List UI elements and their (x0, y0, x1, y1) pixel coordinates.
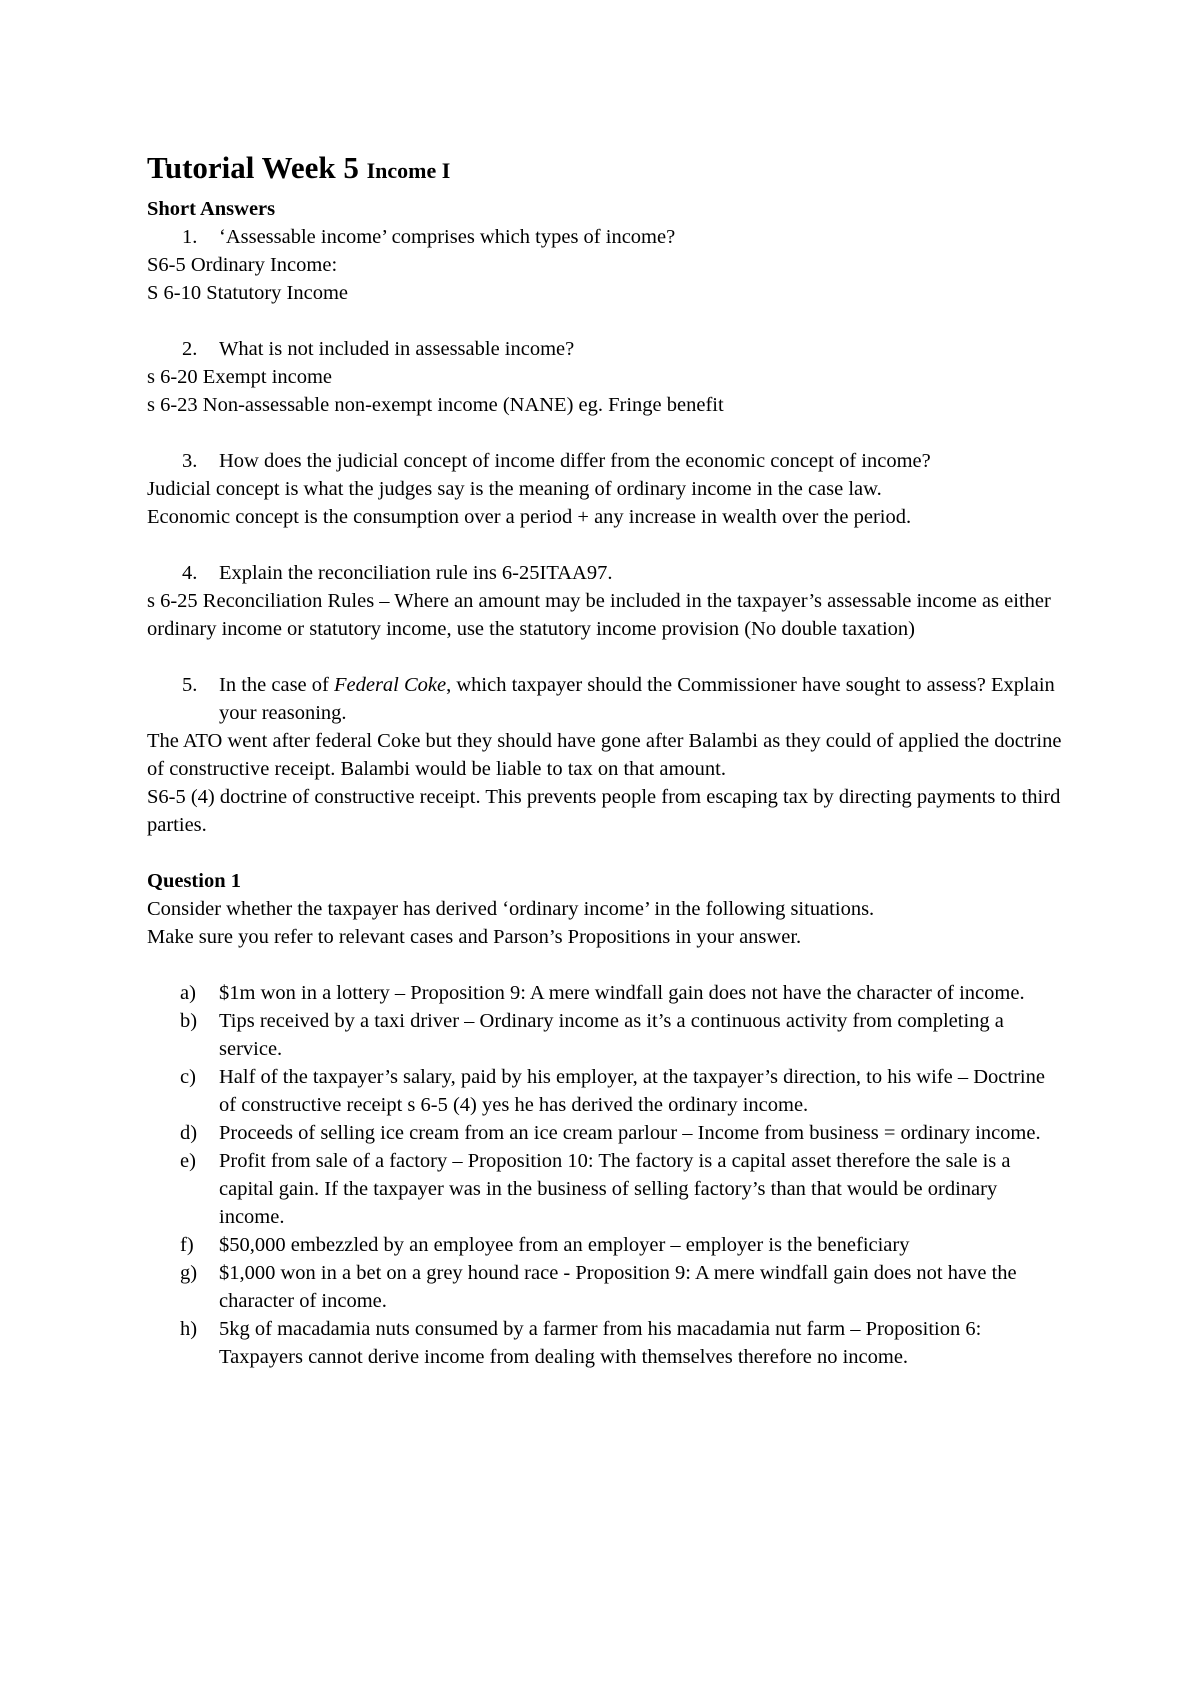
list-marker: f) (180, 1234, 194, 1256)
answer-line: Economic concept is the consumption over a period + any increase in wealth over the period. (147, 506, 912, 528)
question-text: How does the judicial concept of income differ from the economic concept of income? (219, 450, 931, 472)
question-text-pre: In the case of (219, 674, 334, 696)
list-marker: c) (180, 1066, 196, 1088)
answer-line: The ATO went after federal Coke but they should have gone after Balambi as they could of applied the doctrine of constructive receipt. Balambi would be liable to tax on that amount. (147, 730, 1062, 780)
list-item (147, 1063, 1067, 1119)
list-item (147, 1315, 1067, 1371)
list-item (147, 979, 1067, 1007)
answer-line: Judicial concept is what the judges say is the meaning of ordinary income in the case law. (147, 478, 882, 500)
list-marker: b) (180, 1010, 198, 1032)
answer-line: s 6-23 Non-assessable non-exempt income (NANE) eg. Fringe benefit (147, 394, 724, 416)
list-item (147, 1119, 1067, 1147)
short-answer-question (147, 447, 1067, 475)
list-item-text: $50,000 embezzled by an employee from an employer – employer is the beneficiary (219, 1234, 910, 1256)
answer-line: s 6-25 Reconciliation Rules – Where an amount may be included in the taxpayer’s assessable income as either ordinary income or statutory income, use the statutory income provision (No double taxation) (147, 590, 1051, 640)
question-text: ‘Assessable income’ comprises which types of income? (219, 226, 676, 248)
short-answer-question (147, 671, 1067, 727)
case-name: Federal Coke (333, 674, 447, 696)
question-1-intro-line: Make sure you refer to relevant cases and Parson’s Propositions in your answer. (147, 926, 802, 948)
list-marker: 5. (182, 674, 198, 696)
short-answer-question (147, 223, 1067, 251)
document-page (147, 148, 1067, 1371)
short-answers-heading: Short Answers (147, 198, 276, 220)
list-marker: h) (180, 1318, 198, 1340)
list-marker: 4. (182, 562, 198, 584)
title-main: Tutorial Week 5 (147, 150, 367, 185)
list-item (147, 1147, 1067, 1231)
answer-line: S 6-10 Statutory Income (147, 282, 348, 304)
question-text: What is not included in assessable income? (219, 338, 575, 360)
short-answer-question (147, 335, 1067, 363)
list-item-text: 5kg of macadamia nuts consumed by a farmer from his macadamia nut farm – Proposition 6: Taxpayers cannot derive income from dealing with themselves therefore no income. (219, 1318, 982, 1368)
list-marker: g) (180, 1262, 198, 1284)
list-item-text: Profit from sale of a factory – Proposition 10: The factory is a capital asset therefore the sale is a capital gain. If the taxpayer was in the business of selling factory’s than that would be ordinary income. (219, 1150, 1011, 1228)
question-text: Explain the reconciliation rule ins 6-25ITAA97. (219, 562, 613, 584)
list-marker: a) (180, 982, 196, 1004)
answer-line: s 6-20 Exempt income (147, 366, 333, 388)
list-item-text: Proceeds of selling ice cream from an ice cream parlour – Income from business = ordinary income. (219, 1122, 1041, 1144)
list-item (147, 1231, 1067, 1259)
question-1-heading: Question 1 (147, 870, 241, 892)
list-marker: d) (180, 1122, 198, 1144)
list-marker: e) (180, 1150, 196, 1172)
list-item (147, 1007, 1067, 1063)
list-item-text: Tips received by a taxi driver – Ordinary income as it’s a continuous activity from completing a service. (219, 1010, 1004, 1060)
short-answer-question (147, 559, 1067, 587)
list-item-text: $1,000 won in a bet on a grey hound race - Proposition 9: A mere windfall gain does not have the character of income. (219, 1262, 1017, 1312)
question-text-post: , which taxpayer should the Commissioner have sought to assess? Explain your reasoning. (219, 674, 1055, 724)
page-title (147, 148, 1067, 191)
list-marker: 3. (182, 450, 198, 472)
list-item-text: $1m won in a lottery – Proposition 9: A mere windfall gain does not have the character of income. (219, 982, 1025, 1004)
question-1-intro-line: Consider whether the taxpayer has derived ‘ordinary income’ in the following situations. (147, 898, 875, 920)
answer-line: S6-5 Ordinary Income: (147, 254, 338, 276)
title-sub: Income I (366, 158, 451, 183)
list-item-text: Half of the taxpayer’s salary, paid by his employer, at the taxpayer’s direction, to his wife – Doctrine of constructive receipt s 6-5 (4) yes he has derived the ordinary income. (219, 1066, 1045, 1116)
answer-line: S6-5 (4) doctrine of constructive receipt. This prevents people from escaping tax by directing payments to third parties. (147, 786, 1061, 836)
question-text (219, 674, 1055, 724)
list-marker: 2. (182, 338, 198, 360)
list-item (147, 1259, 1067, 1315)
list-marker: 1. (182, 226, 198, 248)
